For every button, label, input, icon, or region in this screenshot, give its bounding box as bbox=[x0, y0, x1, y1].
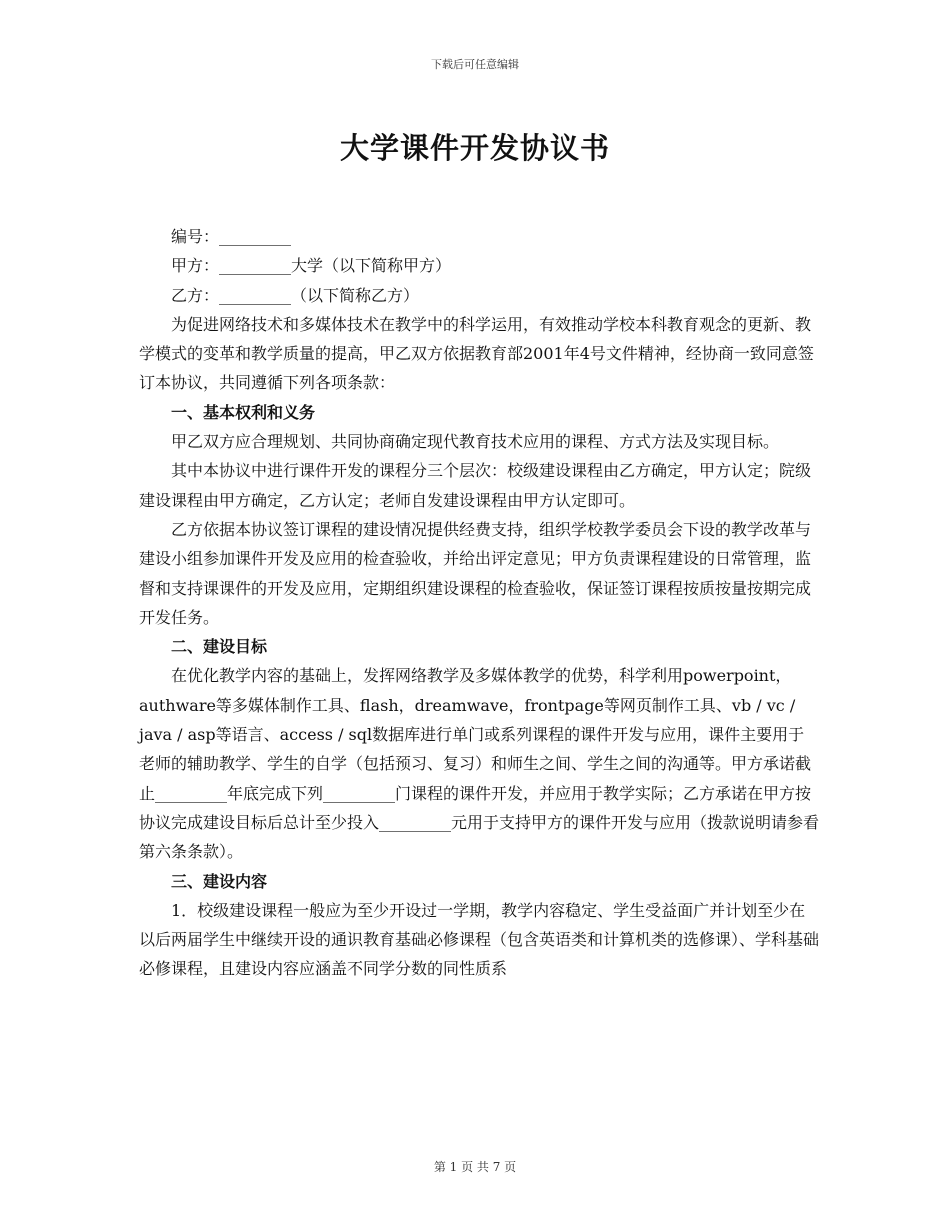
page-header-note: 下载后可任意编辑 bbox=[431, 58, 519, 71]
section-1-paragraph-2: 其中本协议中进行课件开发的课程分三个层次：校级建设课程由乙方确定，甲方认定；院级建设课程由甲方确定，乙方认定；老师自发建设课程由甲方认定即可。 bbox=[139, 461, 812, 510]
document-body bbox=[139, 222, 819, 984]
party-b: 乙方：_________（以下简称乙方） bbox=[171, 285, 420, 305]
section-1-paragraph-3: 乙方依据本协议签订课程的建设情况提供经费支持，组织学校教学委员会下设的教学改革与建设小组参加课件开发及应用的检查验收，并给出评定意见；甲方负责课程建设的日常管理，监督和支持课课件的开发及应用，定期组织建设课程的检查验收，保证签订课程按质按量按期完成开发任务。 bbox=[139, 519, 812, 627]
intro-paragraph: 为促进网络技术和多媒体技术在教学中的科学运用，有效推动学校本科教育观念的更新、教学模式的变革和教学质量的提高，甲乙双方依据教育部2001年4号文件精神，经协商一致同意签订本协议，共同遵循下列各项条款： bbox=[139, 314, 814, 393]
section-1-paragraph-1: 甲乙双方应合理规划、共同协商确定现代教育技术应用的课程、方式方法及实现目标。 bbox=[171, 432, 780, 452]
document-title: 大学课件开发协议书 bbox=[339, 131, 610, 165]
section-2-paragraph-1: 在优化教学内容的基础上，发挥网络教学及多媒体教学的优势，科学利用powerpoint，authware等多媒体制作工具、flash，dreamwave，frontpage等网页制作工具、vb / vc / java / asp等语言、access / sql数据库进行单门或系列课程的课件开发与应用，课件主要用于老师的辅助教学、学生的自学（包括预习、复习）和师生之间、学生之间的沟通等。甲方承诺截止_________年底完成下列_________门课程的课件开发，并应用于教学实际；乙方承诺在甲方按协议完成建设目标后总计至少投入_________元用于支持甲方的课件开发与应用（拨款说明请参看第六条条款）。 bbox=[139, 666, 820, 862]
section-heading-3: 三、建设内容 bbox=[171, 871, 268, 891]
section-heading-2: 二、建设目标 bbox=[171, 637, 268, 657]
party-a: 甲方：_________大学（以下简称甲方） bbox=[171, 256, 452, 276]
page-footer-number: 第 1 页 共 7 页 bbox=[433, 1160, 517, 1174]
contract-number: 编号：_________ bbox=[171, 227, 292, 246]
section-heading-1: 一、基本权利和义务 bbox=[171, 402, 316, 422]
section-3-paragraph-1: 1．校级建设课程一般应为至少开设过一学期，教学内容稳定、学生受益面广并计划至少在以后两届学生中继续开设的通识教育基础必修课程（包含英语类和计算机类的选修课）、学科基础必修课程，且建设内容应涵盖不同学分数的同性质系 bbox=[139, 900, 820, 979]
